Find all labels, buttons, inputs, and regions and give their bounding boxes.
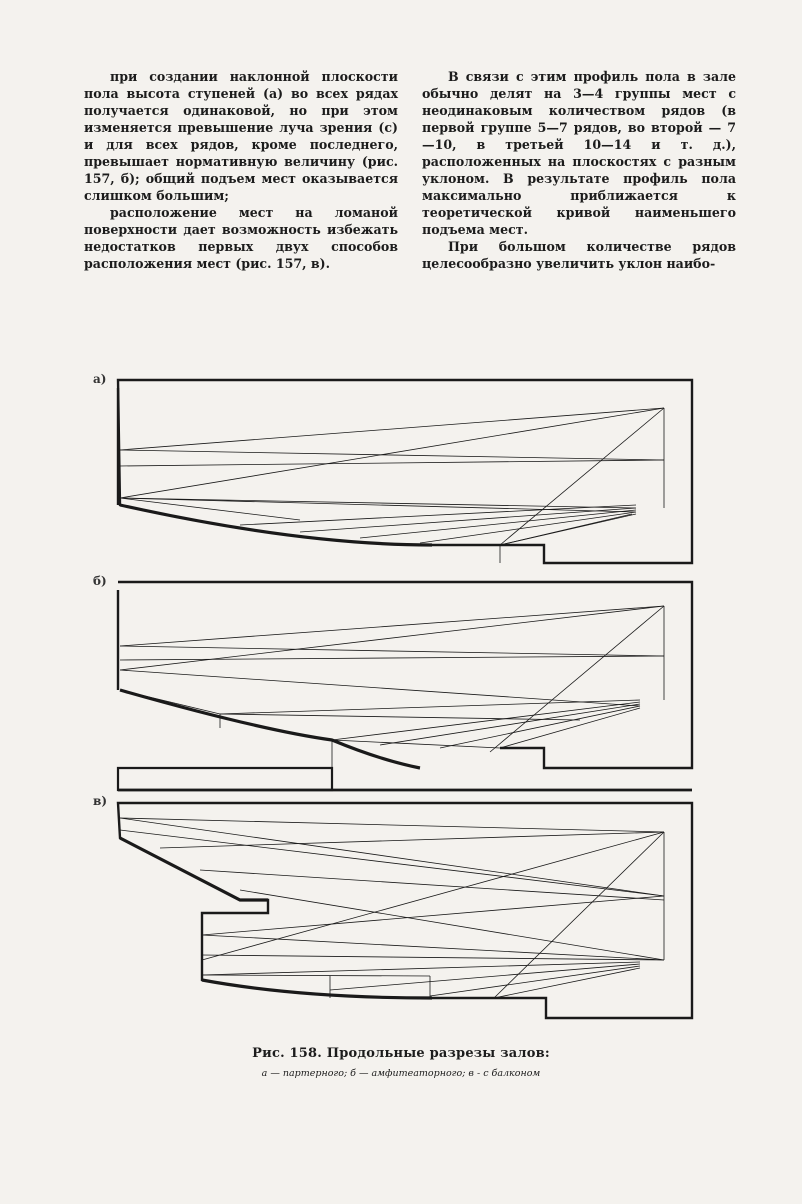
section-drawing-a: [118, 380, 692, 563]
paragraph: В связи с этим профиль пола в зале обычно делят на 3—4 группы мест с неодинаковым количеством рядов (в первой группе 5—7 рядов, во второй — 7—10, в третьей 10—14 и т. д.), расположенных на плоскостях с разным уклоном. В результате профиль пола максимально приближается к теоретической кривой наименьшего подъема мест.: [422, 69, 736, 237]
figure-caption-title: Рис. 158. Продольные разрезы залов:: [252, 1046, 550, 1061]
panel-label-a: а): [93, 372, 107, 386]
section-drawing-c: [118, 803, 692, 1018]
paragraph: При большом количестве рядов целесообразно увеличить уклон наибо-: [422, 239, 736, 271]
panel-label-b: б): [93, 574, 107, 588]
section-drawing-b: [118, 582, 692, 790]
paragraph: при создании наклонной плоскости пола высота ступеней (а) во всех рядах получается одинаковой, но при этом изменяется превышение луча зрения (с) и для всех рядов, кроме последнего, превышает нормативную величину (рис. 157, б); общий подъем мест оказывается слишком большим;: [84, 69, 398, 203]
figure-caption-legend: а — партерного; б — амфитеаторного; в - с балконом: [261, 1068, 541, 1079]
panel-label-c: в): [93, 794, 108, 808]
paragraph: расположение мест на ломаной поверхности дает возможность избежать недостатков первых двух способов расположения мест (рис. 157, в).: [84, 205, 398, 271]
